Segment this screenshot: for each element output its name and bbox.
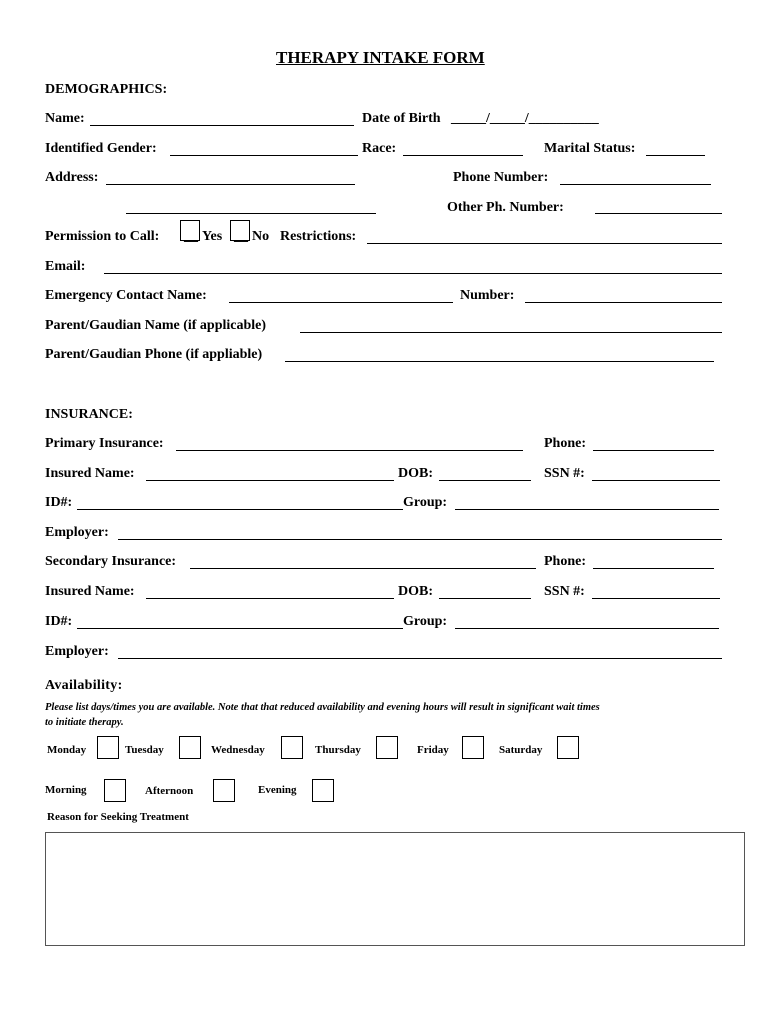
secondary-id-label: ID#: [45,614,73,629]
reason-textarea[interactable] [45,832,745,946]
primary-phone-label: Phone: [544,436,586,451]
primary-ssn-field[interactable] [592,480,720,481]
race-label: Race: [362,141,397,156]
emergency-number-field[interactable] [525,302,722,303]
dob-field[interactable]: _____/_____/__________ [451,111,599,126]
day-checkbox-saturday[interactable] [557,736,579,759]
secondary-employer-field[interactable] [118,658,722,659]
secondary-group-field[interactable] [455,628,719,629]
marital-label: Marital Status: [544,141,636,156]
dob-label: Date of Birth [362,111,441,126]
guardian-name-field[interactable] [300,332,722,333]
time-checkbox-evening[interactable] [312,779,334,802]
other-phone-label: Other Ph. Number: [447,200,564,215]
restrictions-field[interactable] [367,243,722,244]
email-field[interactable] [104,273,722,274]
name-field[interactable] [90,125,354,126]
permission-no-label: No [252,229,270,244]
secondary-phone-field[interactable] [593,568,714,569]
secondary-dob-label: DOB: [398,584,433,599]
emergency-number-label: Number: [460,288,515,303]
day-label-saturday: Saturday [499,744,543,756]
primary-dob-field[interactable] [439,480,531,481]
address-line-2[interactable] [126,213,376,214]
emergency-contact-label: Emergency Contact Name: [45,288,207,303]
primary-insurance-label: Primary Insurance: [45,436,164,451]
form-title: THERAPY INTAKE FORM [276,48,485,67]
primary-id-field[interactable] [77,509,403,510]
day-checkbox-monday[interactable] [97,736,119,759]
permission-yes-label: Yes [202,229,223,244]
secondary-dob-field[interactable] [439,598,531,599]
permission-yes-blank: __ [184,229,198,244]
secondary-insured-name-label: Insured Name: [45,584,135,599]
phone-field[interactable] [560,184,711,185]
guardian-phone-field[interactable] [285,361,714,362]
gender-label: Identified Gender: [45,141,157,156]
availability-note: Please list days/times you are available. Note that that reduced availability and evening hours will result in significant wait times to initiate therapy. [45,702,600,728]
day-label-friday: Friday [417,744,449,756]
secondary-insured-name-field[interactable] [146,598,394,599]
primary-insurance-field[interactable] [176,450,523,451]
address-field[interactable] [106,184,355,185]
marital-field[interactable] [646,155,705,156]
race-field[interactable] [403,155,523,156]
time-checkbox-afternoon[interactable] [213,779,235,802]
other-phone-field[interactable] [595,213,722,214]
primary-group-label: Group: [403,495,448,510]
secondary-id-field[interactable] [77,628,403,629]
day-checkbox-wednesday[interactable] [281,736,303,759]
secondary-employer-label: Employer: [45,644,109,659]
time-label-afternoon: Afternoon [145,785,194,797]
primary-ssn-label: SSN #: [544,466,585,481]
day-checkbox-tuesday[interactable] [179,736,201,759]
permission-no-blank: __ [234,229,248,244]
permission-label: Permission to Call: [45,229,160,244]
phone-label: Phone Number: [453,170,549,185]
reason-label: Reason for Seeking Treatment [47,811,189,823]
primary-employer-field[interactable] [118,539,722,540]
primary-insured-name-label: Insured Name: [45,466,135,481]
address-label: Address: [45,170,99,185]
email-label: Email: [45,259,86,274]
secondary-group-label: Group: [403,614,448,629]
time-label-morning: Morning [45,784,87,796]
gender-field[interactable] [170,155,358,156]
guardian-name-label: Parent/Gaudian Name (if applicable) [45,318,267,333]
emergency-contact-field[interactable] [229,302,453,303]
secondary-insurance-label: Secondary Insurance: [45,554,177,569]
guardian-phone-label: Parent/Gaudian Phone (if appliable) [45,347,263,362]
primary-id-label: ID#: [45,495,73,510]
insurance-heading: INSURANCE: [45,407,133,422]
day-label-thursday: Thursday [315,744,361,756]
time-checkbox-morning[interactable] [104,779,126,802]
primary-phone-field[interactable] [593,450,714,451]
primary-dob-label: DOB: [398,466,433,481]
secondary-ssn-field[interactable] [592,598,720,599]
restrictions-label: Restrictions: [280,229,357,244]
day-checkbox-thursday[interactable] [376,736,398,759]
day-label-wednesday: Wednesday [211,744,265,756]
day-checkbox-friday[interactable] [462,736,484,759]
primary-group-field[interactable] [455,509,719,510]
demographics-heading: DEMOGRAPHICS: [45,82,168,97]
time-label-evening: Evening [258,784,297,796]
primary-employer-label: Employer: [45,525,109,540]
secondary-phone-label: Phone: [544,554,586,569]
secondary-ssn-label: SSN #: [544,584,585,599]
secondary-insurance-field[interactable] [190,568,536,569]
availability-heading: Availability: [45,678,123,693]
day-label-tuesday: Tuesday [125,744,164,756]
name-label: Name: [45,111,85,126]
day-label-monday: Monday [47,744,87,756]
primary-insured-name-field[interactable] [146,480,394,481]
